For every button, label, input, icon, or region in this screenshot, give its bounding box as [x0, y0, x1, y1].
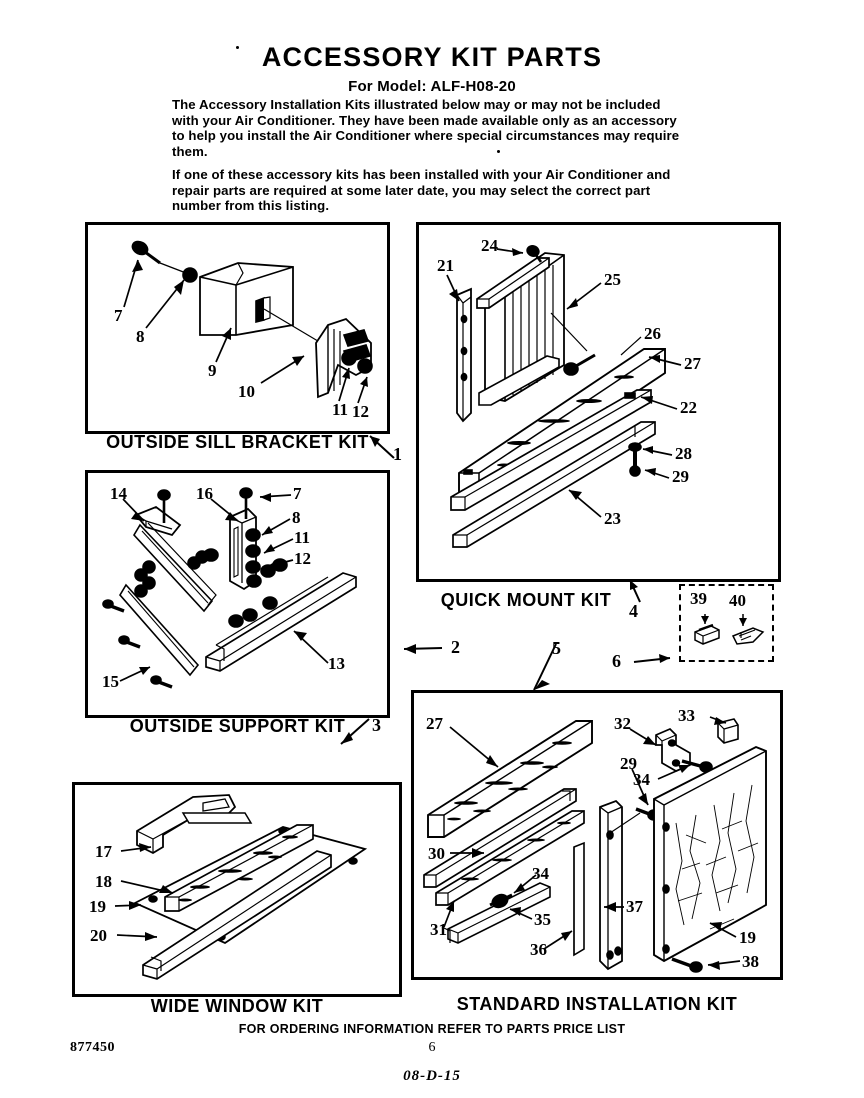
- panel-outside-support-kit: [85, 470, 390, 718]
- callout-32: 32: [614, 714, 631, 733]
- callout-23: 23: [604, 509, 621, 528]
- footer-note: FOR ORDERING INFORMATION REFER TO PARTS PRICE LIST: [238, 1022, 626, 1036]
- page-title: ACCESSORY KIT PARTS: [261, 42, 603, 72]
- panel-wide-window-kit: [72, 782, 402, 997]
- callout-19: 19: [89, 897, 106, 916]
- panel-outside-sill-bracket-kit: [85, 222, 390, 434]
- callout-20: 20: [90, 926, 107, 945]
- callout-10: 10: [238, 382, 255, 401]
- panel-title-wide-window-kit: WIDE WINDOW KIT: [150, 996, 324, 1016]
- callout-30: 30: [428, 844, 445, 863]
- callout-37: 37: [626, 897, 643, 916]
- kit-number-3: 3: [372, 715, 381, 735]
- callout-12: 12: [294, 549, 311, 568]
- panel-title-standard-installation-kit: STANDARD INSTALLATION KIT: [456, 994, 738, 1014]
- callout-18: 18: [95, 872, 112, 891]
- panel-title-outside-sill-bracket-kit: OUTSIDE SILL BRACKET KIT: [106, 432, 369, 452]
- callout-31: 31: [430, 920, 447, 939]
- callout-35: 35: [534, 910, 551, 929]
- callout-7: 7: [293, 484, 302, 503]
- callout-8: 8: [292, 508, 301, 527]
- callout-9: 9: [208, 361, 217, 380]
- intro-paragraph-2: If one of these accessory kits has been installed with your Air Conditioner and repair parts are required at some later date, you may select the correct part number from this listing.: [172, 167, 671, 213]
- callout-25: 25: [604, 270, 621, 289]
- callout-15: 15: [102, 672, 119, 691]
- kit-number-6: 6: [612, 651, 621, 671]
- panel-title-quick-mount-kit: QUICK MOUNT KIT: [440, 590, 612, 610]
- callout-13: 13: [328, 654, 345, 673]
- kit-number-4: 4: [629, 601, 638, 621]
- panel-quick-mount-kit: [416, 222, 781, 582]
- callout-16: 16: [196, 484, 213, 503]
- callout-11: 11: [332, 400, 349, 419]
- panel-standard-installation-kit: [411, 690, 783, 980]
- wide-window-illustration: [75, 785, 399, 994]
- outside-support-illustration: [88, 473, 387, 715]
- kit-number-5: 5: [552, 638, 561, 658]
- callout-29: 29: [672, 467, 689, 486]
- callout-28: 28: [675, 444, 692, 463]
- scan-speck: [236, 46, 239, 49]
- kit-number-2: 2: [451, 637, 460, 657]
- kit-leader-6: [630, 650, 680, 670]
- callout-27: 27: [426, 714, 443, 733]
- callout-17: 17: [95, 842, 112, 861]
- callout-40: 40: [729, 591, 746, 610]
- callout-39: 39: [690, 589, 707, 608]
- callout-22: 22: [680, 398, 697, 417]
- callout-34-upper: 34: [633, 770, 650, 789]
- callout-27: 27: [684, 354, 701, 373]
- callout-19: 19: [739, 928, 756, 947]
- callout-38: 38: [742, 952, 759, 971]
- panel-title-outside-support-kit: OUTSIDE SUPPORT KIT: [129, 716, 346, 736]
- handwritten-mark: 08-D-15: [403, 1068, 461, 1084]
- model-line: For Model: ALF-H08-20: [348, 78, 516, 95]
- callout-29: 29: [620, 754, 637, 773]
- page-number: 6: [428, 1040, 436, 1055]
- document-number: 877450: [70, 1040, 115, 1055]
- callout-11: 11: [294, 528, 311, 547]
- panel-clips-box: [679, 584, 774, 662]
- quick-mount-illustration: [419, 225, 778, 579]
- callout-21: 21: [437, 256, 454, 275]
- intro-paragraph-1: The Accessory Installation Kits illustrated below may or may not be included with your Air Conditioner. They have been made available only as an accessory to help you install the Air Conditioner where special circumstances may require them.: [172, 97, 680, 159]
- callout-24: 24: [481, 236, 498, 255]
- callout-8: 8: [136, 327, 145, 346]
- callout-7: 7: [114, 306, 123, 325]
- scan-speck: [497, 150, 500, 153]
- kit-leader-3: [333, 714, 377, 748]
- callout-34-lower: 34: [532, 864, 549, 883]
- kit-number-1: 1: [393, 444, 402, 464]
- callout-33: 33: [678, 706, 695, 725]
- kit-leader-2: [398, 640, 446, 656]
- callout-36: 36: [530, 940, 547, 959]
- callout-14: 14: [110, 484, 127, 503]
- standard-installation-illustration: [414, 693, 780, 977]
- callout-12: 12: [352, 402, 369, 421]
- callout-26: 26: [644, 324, 661, 343]
